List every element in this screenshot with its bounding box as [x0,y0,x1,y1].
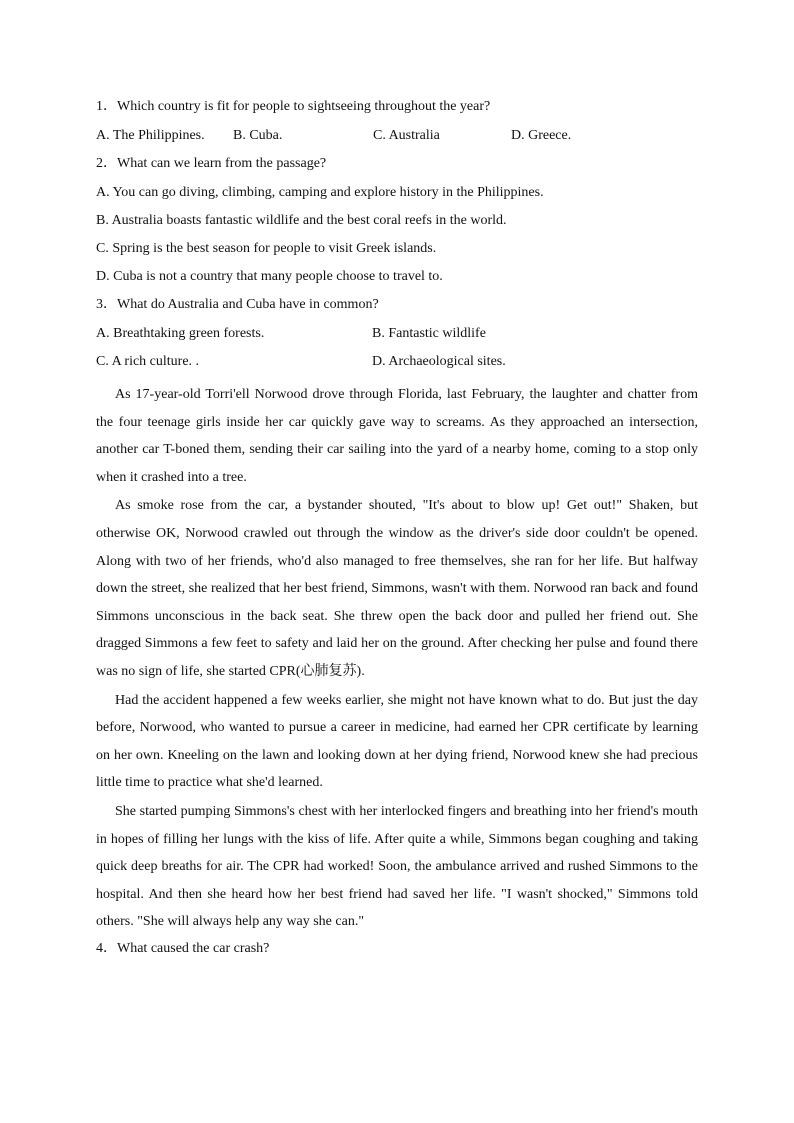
question-2-option-c: C. Spring is the best season for people to visit Greek islands. [96,241,437,256]
question-3-option-c: C. A rich culture. . [96,354,200,369]
question-3-option-b: B. Fantastic wildlife [372,326,486,341]
question-2-option-d: D. Cuba is not a country that many people choose to travel to. [96,269,443,284]
question-1-stem: 1．Which country is fit for people to sightseeing throughout the year? [96,99,491,114]
question-3-option-d: D. Archaeological sites. [372,354,506,369]
passage-paragraph-4: She started pumping Simmons's chest with her interlocked fingers and breathing into her friend's mouth in hopes of filling her lungs with the kiss of life. After quite a while, Simmons began coughing and taking quick deep breaths for air. The CPR had worked! Soon, the ambulance arrived and rushed Simmons to the hospital. And then she heard how her best friend had saved her life. "I wasn't shocked," Simmons told others. "She will always help any way she can." [96,803,698,930]
question-2-option-a: A. You can go diving, climbing, camping and explore history in the Philippines. [96,185,544,200]
question-1-option-b: B. Cuba. [233,128,283,143]
worksheet-page [96,96,698,965]
question-4-stem: 4．What caused the car crash? [96,940,270,956]
passage-paragraph-3: Had the accident happened a few weeks earlier, she might not have known what to do. But just the day before, Norwood, who wanted to pursue a career in medicine, had earned her CPR certificate by learning on her own. Kneeling on the lawn and looking down at her dying friend, Norwood knew she had precious little time to practice what she'd learned. [96,692,698,791]
question-1-option-c: C. Australia [373,128,440,143]
question-2-option-b: B. Australia boasts fantastic wildlife and the best coral reefs in the world. [96,213,507,228]
question-1-options [96,125,698,153]
question-3-stem: 3．What do Australia and Cuba have in common? [96,297,379,312]
question-3-options-row-1 [96,323,698,351]
passage-paragraph-2: As smoke rose from the car, a bystander shouted, "It's about to blow up! Get out!" Shaken, but otherwise OK, Norwood crawled out through the window as the driver's side door couldn't be opened. Along with two of her friends, who'd also managed to free themselves, she ran for her life. But halfway down the street, she realized that her best friend, Simmons, wasn't with them. Norwood ran back and found Simmons unconscious in the back seat. She threw open the back door and pulled her friend out. She dragged Simmons a few feet to safety and laid her on the ground. After checking her pulse and found there was no sign of life, she started CPR(心肺复苏). [96,498,698,679]
reading-passage [96,381,698,936]
question-1-option-a: A. The Philippines. [96,128,205,143]
question-3-option-a: A. Breathtaking green forests. [96,326,265,341]
question-2-stem: 2．What can we learn from the passage? [96,156,327,171]
question-1-option-d: D. Greece. [511,128,572,143]
passage-paragraph-1: As 17-year-old Torri'ell Norwood drove through Florida, last February, the laughter and chatter from the four teenage girls inside her car quickly gave way to screams. As they approached an intersection, another car T-boned them, sending their car sailing into the yard of a nearby home, coming to a stop only when it crashed into a tree. [96,387,698,485]
question-3-options-row-2 [96,351,698,379]
